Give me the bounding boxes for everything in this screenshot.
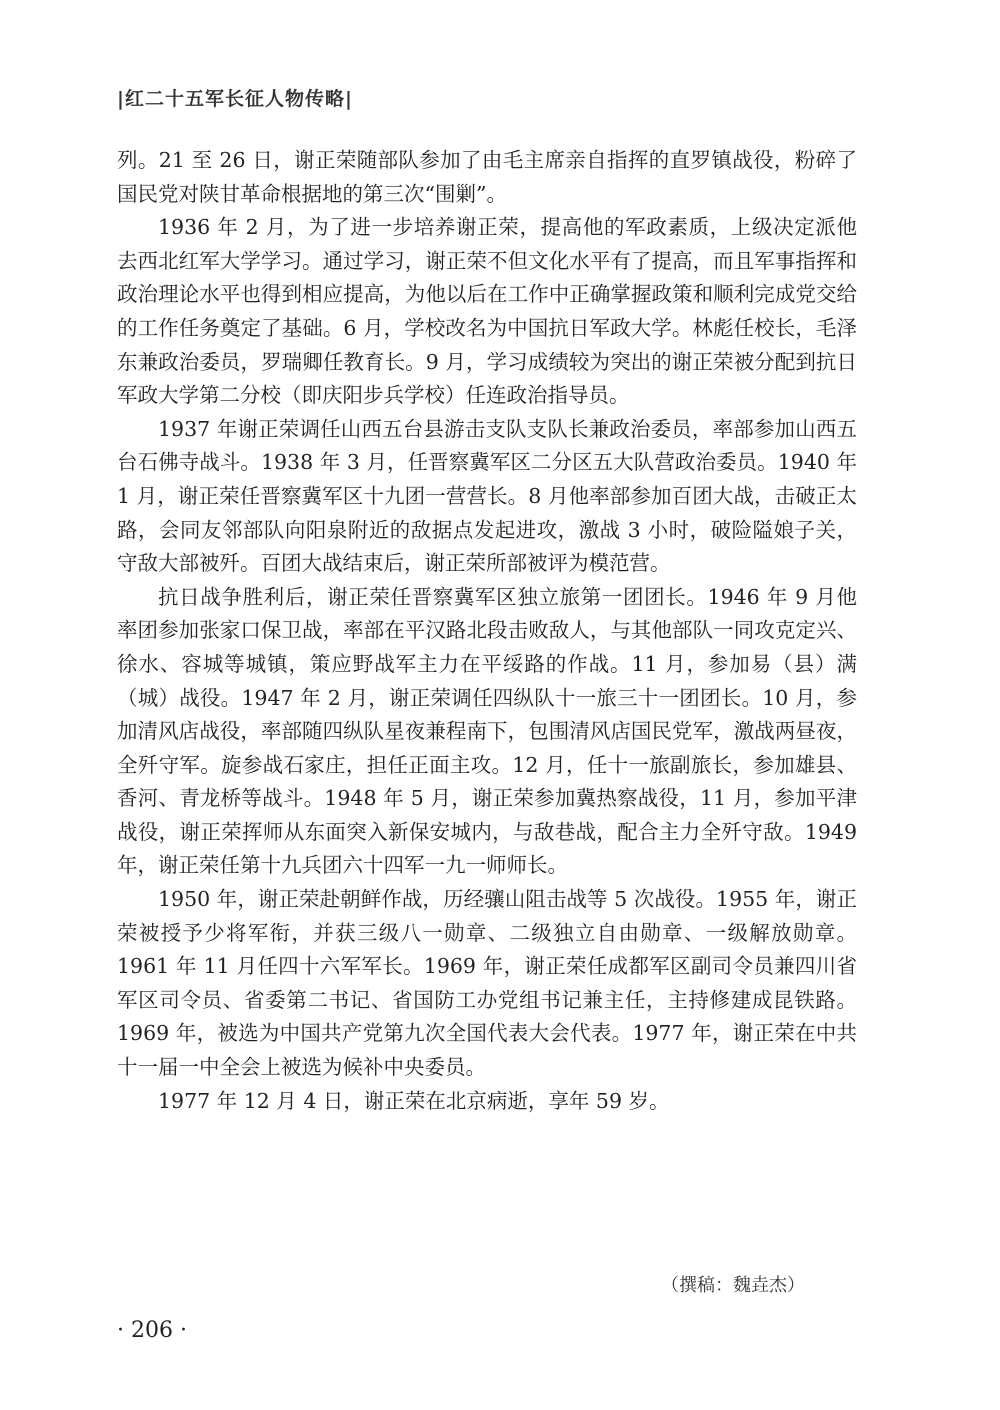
article-body [117, 144, 857, 1118]
page-number: · 206 · [117, 1318, 187, 1343]
running-header: |红二十五军长征人物传略| [117, 88, 353, 110]
paragraph-post-war: 抗日战争胜利后，谢正荣任晋察冀军区独立旅第一团团长。1946 年 9 月他率团参加张家口保卫战，率部在平汉路北段击败敌人，与其他部队一同攻克定兴、徐水、容城等城镇，策应野战军主力在平绥路的作战。11 月，参加易（县）满（城）战役。1947 年 2 月，谢正荣调任四纵队十一旅三十一团团长。10 月，参加清风店战役，率部随四纵队星夜兼程南下，包围清风店国民党军，激战两昼夜，全歼守军。旋参战石家庄，担任正面主攻。12 月，任十一旅副旅长，参加雄县、香河、青龙桥等战斗。1948 年 5 月，谢正荣参加冀热察战役，11 月，参加平津战役，谢正荣挥师从东面突入新保安城内，与敌巷战，配合主力全歼守敌。1949 年，谢正荣任第十九兵团六十四军一九一师师长。 [117, 584, 857, 878]
paragraph-1936: 1936 年 2 月，为了进一步培养谢正荣，提高他的军政素质，上级决定派他去西北红军大学学习。通过学习，谢正荣不但文化水平有了提高，而且军事指挥和政治理论水平也得到相应提高，为他以后在工作中正确掌握政策和顺利完成党交给的工作任务奠定了基础。6 月，学校改名为中国抗日军政大学。林彪任校长，毛泽东兼政治委员，罗瑞卿任教育长。9 月，学习成绩较为突出的谢正荣被分配到抗日军政大学第二分校（即庆阳步兵学校）任连政治指导员。 [117, 215, 857, 408]
paragraph-1977: 1977 年 12 月 4 日，谢正荣在北京病逝，享年 59 岁。 [158, 1088, 670, 1113]
paragraph-1950: 1950 年，谢正荣赴朝鲜作战，历经骧山阻击战等 5 次战役。1955 年，谢正荣被授予少将军衔，并获三级八一勋章、二级独立自由勋章、一级解放勋章。1961 年 11 月任四十六军军长。1969 年，谢正荣任成都军区副司令员兼四川省军区司令员、省委第二书记、省国防工办党组书记兼主任，主持修建成昆铁路。1969 年，被选为中国共产党第九次全国代表大会代表。1977 年，谢正荣在中共十一届一中全会上被选为候补中央委员。 [117, 887, 857, 1080]
paragraph-continuation: 列。21 至 26 日，谢正荣随部队参加了由毛主席亲自指挥的直罗镇战役，粉碎了国民党对陕甘革命根据地的第三次“围剿”。 [117, 148, 857, 206]
author-signature: （撰稿：魏垚杰） [661, 1275, 805, 1296]
paragraph-1937: 1937 年谢正荣调任山西五台县游击支队支队长兼政治委员，率部参加山西五台石佛寺战斗。1938 年 3 月，任晋察冀军区二分区五大队营政治委员。1940 年 1 月，谢正荣任晋察冀军区十九团一营营长。8 月他率部参加百团大战，击破正太路，会同友邻部队向阳泉附近的敌据点发起进攻，激战 3 小时，破险隘娘子关，守敌大部被歼。百团大战结束后，谢正荣所部被评为模范营。 [117, 416, 857, 576]
